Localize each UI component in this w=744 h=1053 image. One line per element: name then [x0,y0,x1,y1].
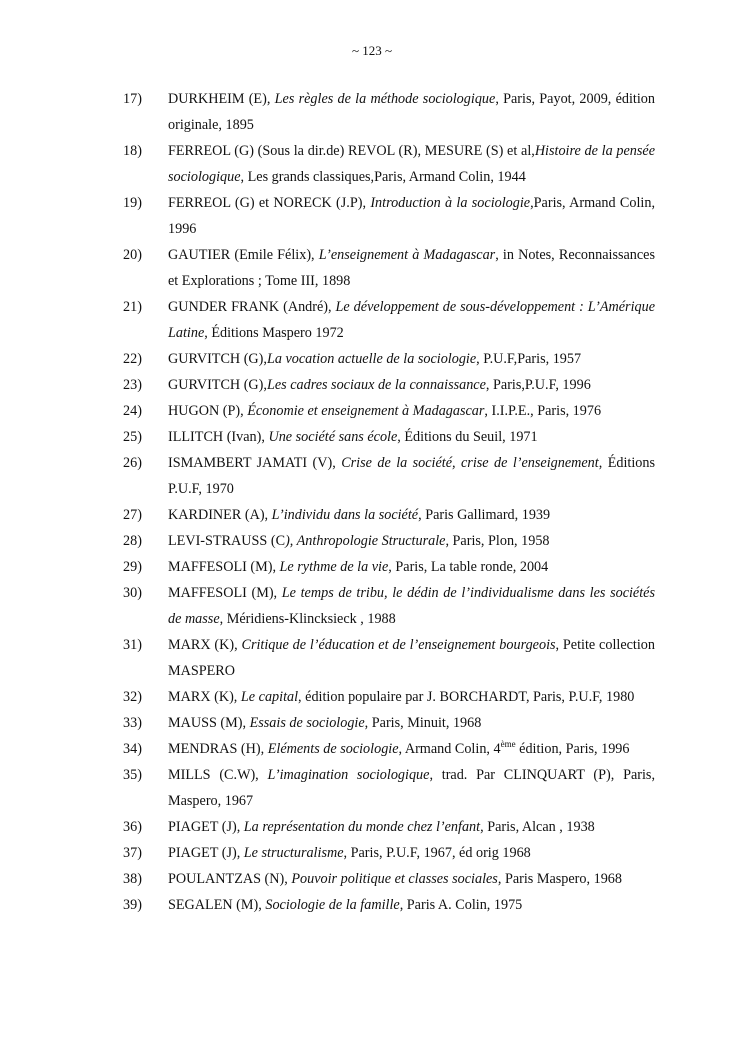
reference-segment: GAUTIER (Emile Félix), [168,247,319,263]
reference-segment: PIAGET (J), [168,845,244,861]
list-item [0,138,744,190]
list-item [0,632,744,684]
reference-number: 17) [123,91,142,107]
reference-text [168,242,655,294]
work-title: Le temps de tribu, le dédin de l’individualisme dans les sociétés de masse [168,585,655,627]
work-title: Les règles de la méthode sociologique [274,91,496,107]
work-title: Eléments de sociologie [267,741,399,757]
page-number: ~ 123 ~ [351,43,393,58]
reference-text [168,294,655,346]
list-item [0,580,744,632]
reference-text [168,710,655,736]
list-item [0,86,744,138]
reference-text [168,554,655,580]
reference-number: 25) [123,429,142,445]
reference-segment: KARDINER (A), [168,507,272,523]
list-item [0,372,744,398]
reference-number: 28) [123,533,142,549]
reference-number: 22) [123,351,142,367]
reference-segment: , Paris, Alcan , 1938 [480,819,595,835]
list-item [0,762,744,814]
reference-segment: MILLS (C.W), [168,767,268,783]
reference-segment: MARX (K), [168,689,241,705]
list-item [0,554,744,580]
reference-segment: , trad. Par CLINQUART (P), Paris, Maspero, 1967 [168,767,655,809]
reference-segment: , Éditions du Seuil, 1971 [397,429,538,445]
reference-segment: LEVI-STRAUSS (C [168,533,286,549]
work-title: Le développement de sous-développement : L’Amérique Latine [168,299,655,341]
reference-segment: , Paris A. Colin, 1975 [399,897,523,913]
reference-number: 38) [123,871,142,887]
reference-segment: , Paris, Minuit, 1968 [364,715,482,731]
list-item [0,502,744,528]
reference-segment: SEGALEN (M), [168,897,266,913]
work-title: Essais de sociologie [249,715,365,731]
reference-text [168,580,655,632]
list-item [0,294,744,346]
reference-segment: POULANTZAS (N), [168,871,292,887]
work-title: Le structuralisme [243,845,344,861]
reference-segment: , P.U.F,Paris, 1957 [476,351,582,367]
reference-text [168,398,655,424]
reference-segment: , Armand Colin, 4 [398,741,501,757]
reference-segment: HUGON (P), [168,403,248,419]
work-title: L’imagination sociologique [267,767,430,783]
list-item [0,190,744,242]
reference-text [168,892,655,918]
list-item [0,424,744,450]
reference-number: 21) [123,299,142,315]
reference-text [168,86,655,138]
reference-segment: ISMAMBERT JAMATI (V), [168,455,342,471]
work-title: Les cadres sociaux de la connaissance [266,377,486,393]
reference-segment: , Éditions P.U.F, 1970 [168,455,655,497]
work-title: Critique de l’éducation et de l’enseignement bourgeois [241,637,556,653]
reference-segment: , Paris,P.U.F, 1996 [485,377,591,393]
reference-number: 20) [123,247,142,263]
reference-text [168,736,655,762]
reference-segment: , Paris, Payot, 2009, édition originale, 1895 [168,91,655,133]
reference-segment: , Paris, La table ronde, 2004 [388,559,549,575]
reference-segment: , Paris, P.U.F, 1967, éd orig 1968 [343,845,531,861]
reference-number: 24) [123,403,142,419]
reference-text [168,528,655,554]
reference-number: 29) [123,559,142,575]
reference-number: 30) [123,585,142,601]
reference-number: 18) [123,143,142,159]
reference-text [168,762,655,814]
reference-segment: MAFFESOLI (M), [168,559,280,575]
reference-number: 37) [123,845,142,861]
reference-segment: MARX (K), [168,637,242,653]
list-item [0,736,744,762]
reference-number: 32) [123,689,142,705]
work-title: L’individu dans la société [271,507,419,523]
work-title: Pouvoir politique et classes sociales [291,871,498,887]
work-title: Introduction à la sociologie [370,195,531,211]
reference-text [168,190,655,242]
reference-number: 39) [123,897,142,913]
list-item [0,684,744,710]
list-item [0,892,744,918]
reference-number: 26) [123,455,142,471]
reference-segment: GURVITCH (G), [168,377,267,393]
reference-segment: DURKHEIM (E), [168,91,275,107]
list-item [0,866,744,892]
reference-segment: édition, Paris, 1996 [515,741,630,757]
reference-number: 23) [123,377,142,393]
reference-segment: , Petite collection MASPERO [168,637,655,679]
reference-text [168,346,655,372]
reference-text [168,632,655,684]
work-title: Le rythme de la vie [279,559,389,575]
list-item [0,840,744,866]
reference-segment: FERREOL (G) (Sous la dir.de) REVOL (R), MESURE (S) et al, [168,143,535,159]
work-title: La vocation actuelle de la sociologie [266,351,477,367]
reference-segment: , Les grands classiques,Paris, Armand Colin, 1944 [240,169,526,185]
reference-segment: PIAGET (J), [168,819,244,835]
reference-segment: , in Notes, Reconnaissances et Explorations ; Tome III, 1898 [168,247,655,289]
reference-text [168,684,655,710]
work-title: Histoire de la pensée sociologique [168,143,655,185]
work-title: ), Anthropologie Structurale [285,533,446,549]
reference-text [168,424,655,450]
list-item [0,346,744,372]
list-item [0,814,744,840]
reference-segment: ,Paris, Armand Colin, 1996 [168,195,655,237]
work-title: Crise de la société, crise de l’enseignement [341,455,599,471]
reference-number: 27) [123,507,142,523]
work-title: Économie et enseignement à Madagascar [247,403,485,419]
work-title: Une société sans école [268,429,398,445]
reference-segment: , I.I.P.E., Paris, 1976 [484,403,602,419]
superscript: ème [500,739,516,749]
reference-text [168,502,655,528]
reference-text [168,138,655,190]
reference-segment: MAFFESOLI (M), [168,585,282,601]
reference-number: 35) [123,767,142,783]
reference-segment: MAUSS (M), [168,715,250,731]
reference-number: 33) [123,715,142,731]
reference-segment: GURVITCH (G), [168,351,267,367]
reference-segment: , Paris Maspero, 1968 [497,871,622,887]
list-item [0,242,744,294]
list-item [0,450,744,502]
reference-segment: FERREOL (G) et NORECK (J.P), [168,195,371,211]
reference-segment: MENDRAS (H), [168,741,268,757]
reference-segment: , Paris, Plon, 1958 [445,533,550,549]
reference-number: 36) [123,819,142,835]
work-title: La représentation du monde chez l’enfant [243,819,481,835]
reference-number: 19) [123,195,142,211]
reference-segment: , édition populaire par J. BORCHARDT, Paris, P.U.F, 1980 [298,689,635,705]
reference-segment: , Méridiens-Klincksieck , 1988 [219,611,396,627]
reference-segment: , Paris Gallimard, 1939 [418,507,551,523]
work-title: L’enseignement à Madagascar [318,247,496,263]
list-item [0,528,744,554]
list-item [0,398,744,424]
reference-segment: GUNDER FRANK (André), [168,299,336,315]
reference-text [168,372,655,398]
reference-number: 34) [123,741,142,757]
list-item [0,710,744,736]
reference-segment: ILLITCH (Ivan), [168,429,269,445]
reference-text [168,866,655,892]
reference-text [168,840,655,866]
bibliography-list [0,86,744,918]
reference-number: 31) [123,637,142,653]
reference-segment: , Éditions Maspero 1972 [204,325,344,341]
work-title: Le capital [240,689,299,705]
reference-text [168,814,655,840]
reference-text [168,450,655,502]
work-title: Sociologie de la famille [265,897,400,913]
